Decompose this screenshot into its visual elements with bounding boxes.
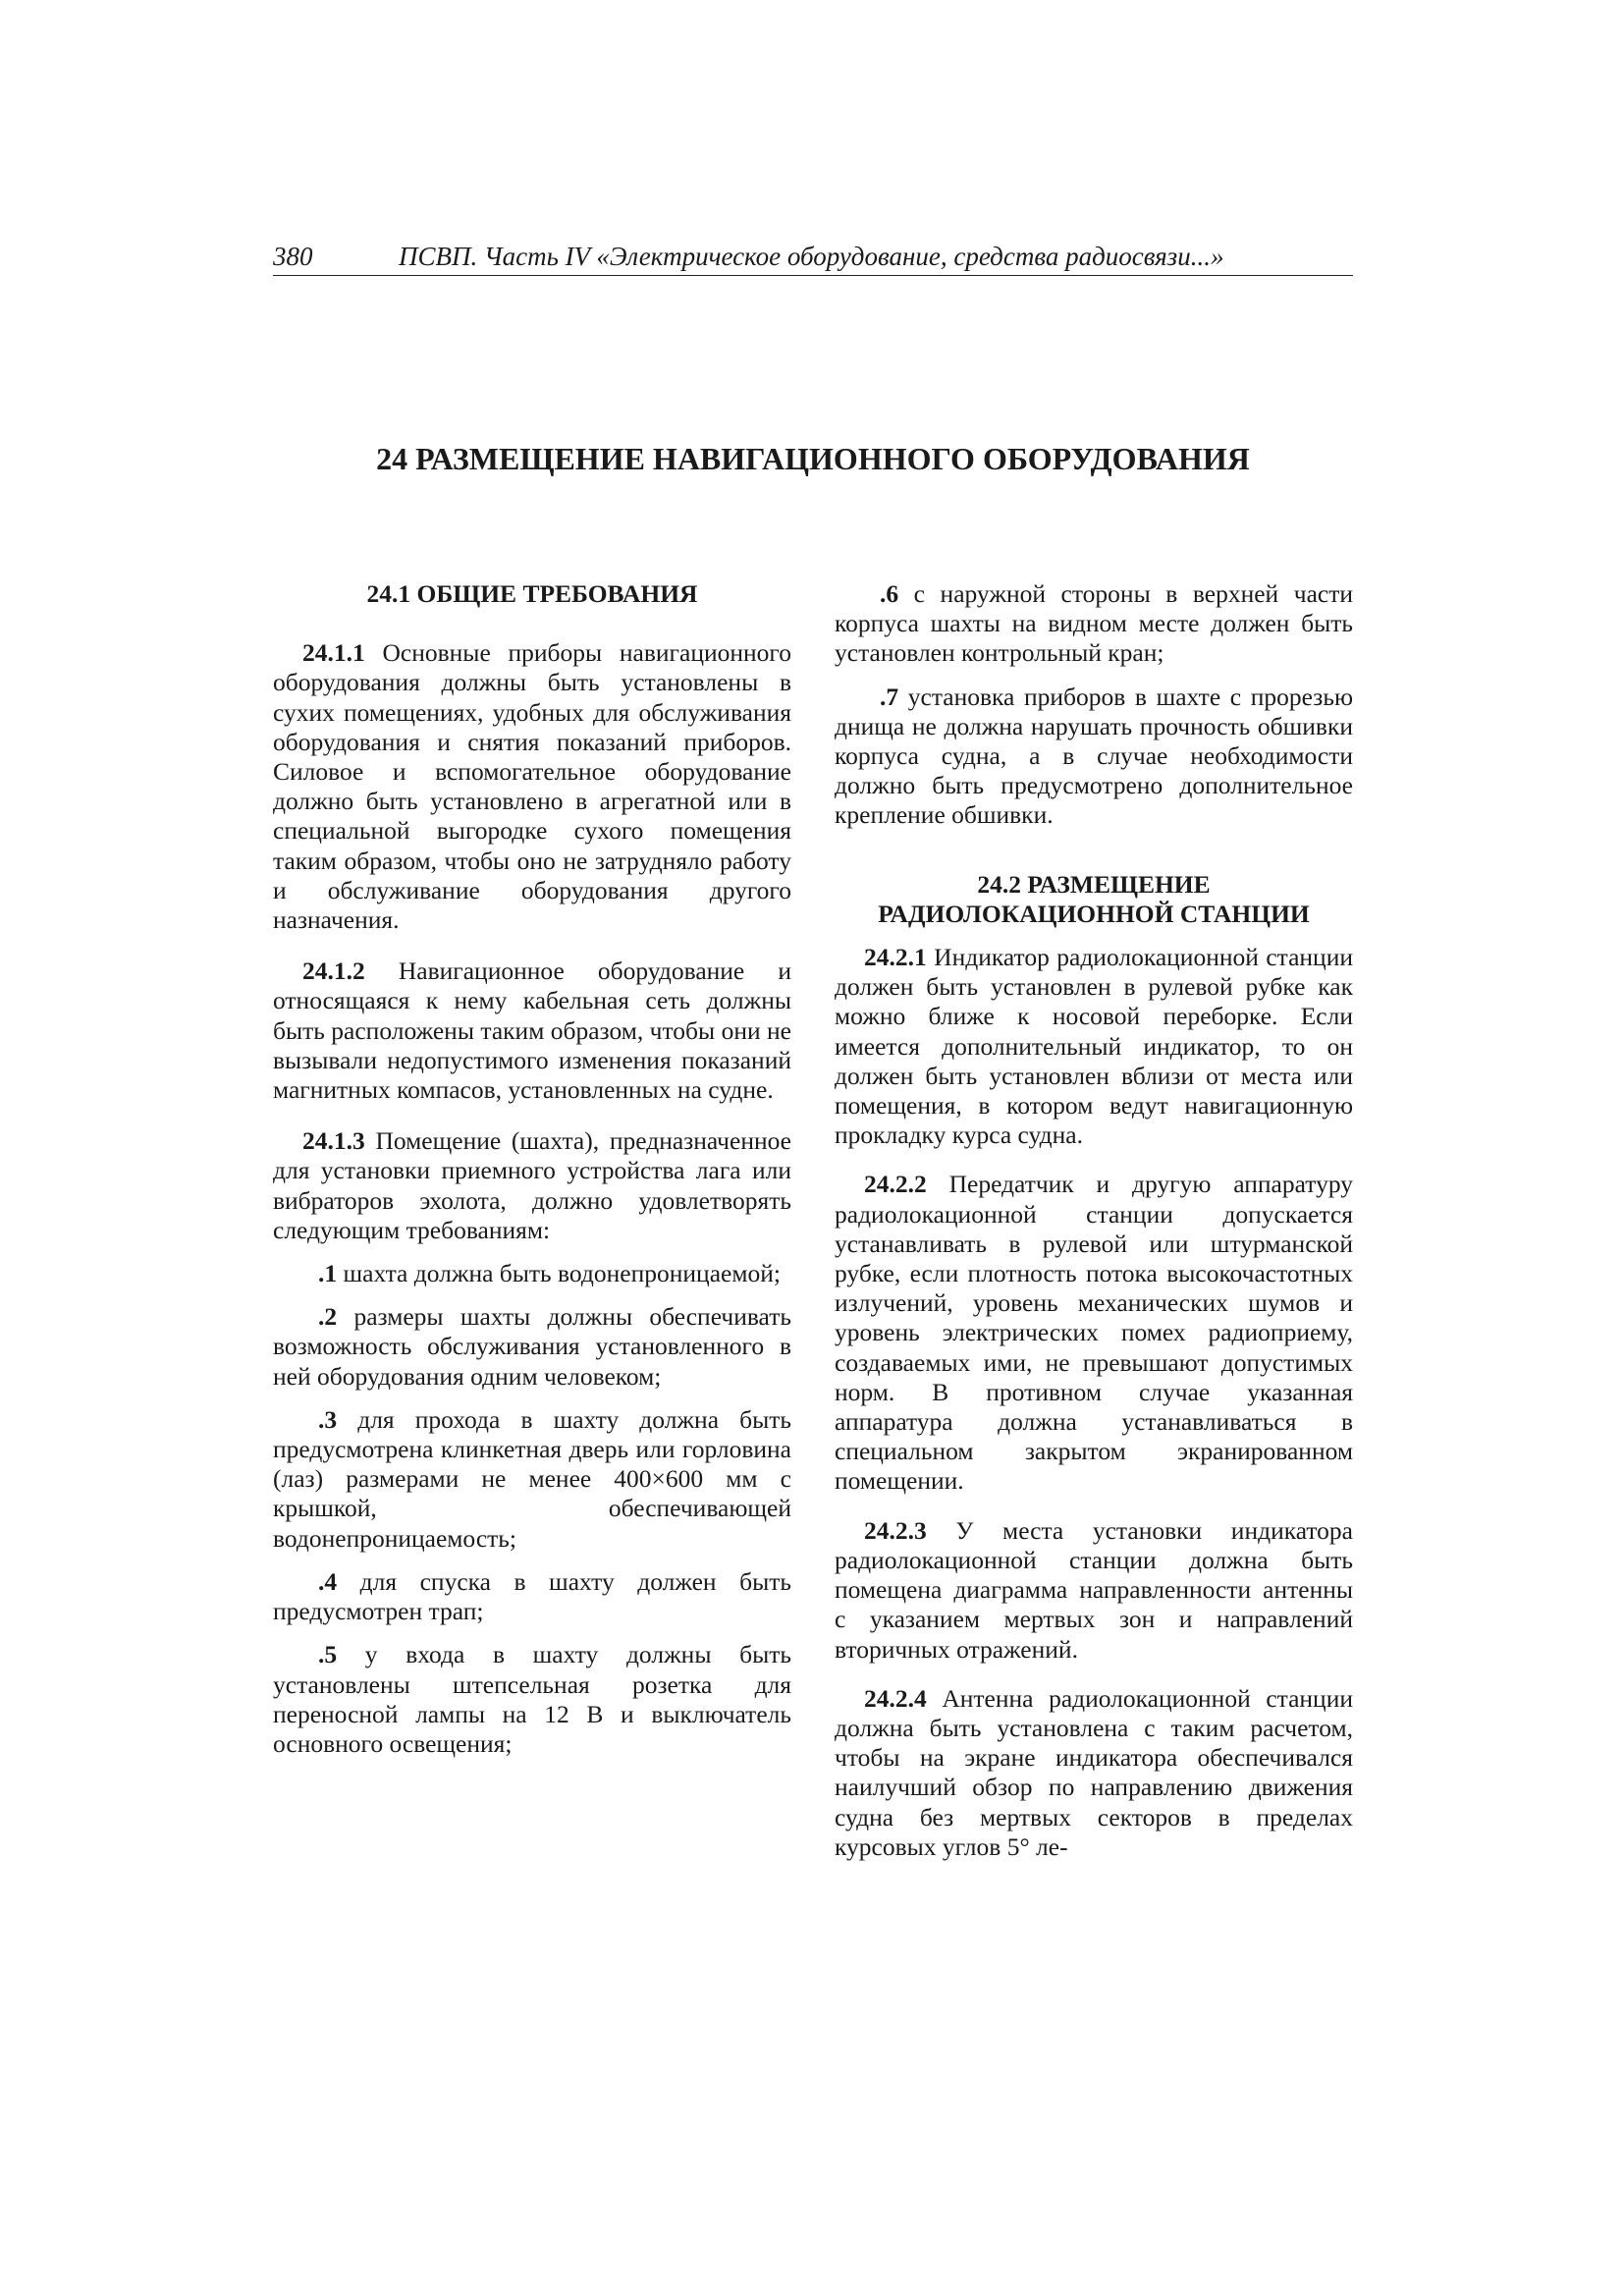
item-text: у входа в шахту должны быть установлены штепсельная розетка для переносной лампы на 12 В и выключатель основного освещения; [273,1640,791,1758]
paragraph-text: У места установки индикатора радиолокационной станции должна быть помещена диаграмма направленности антенны с указанием мертвых зон и направлений вторичных отражений. [835,1515,1353,1664]
item-text: для прохода в шахту должна быть предусмотрена клинкетная дверь или горловина (лаз) размерами не менее 400×600 мм с крышкой, обеспечивающей водонепроницаемость; [273,1404,791,1553]
item-number: .1 [318,1259,338,1288]
paragraph-24-2-4 [835,1684,1353,1862]
left-column [273,579,791,1759]
page-header [273,240,1353,276]
item-text: с наружной стороны в верхней части корпуса шахты на видном месте должен быть установлен контрольный кран; [835,579,1353,668]
clause-number: 24.2.3 [864,1515,927,1545]
paragraph-24-2-1 [835,943,1353,1150]
item-number: .5 [318,1640,338,1669]
right-column [835,579,1353,1862]
item-text: установка приборов в шахте с прорезью днища не должна нарушать прочность обшивки корпуса судна, а в случае необходимости должно быть предусмотрено дополнительное крепление обшивки. [835,682,1353,830]
item-number: .7 [880,682,899,711]
paragraph-text: Навигационное оборудование и относящаяся к нему кабельная сеть должны быть расположены таким образом, чтобы они не вызывали недопустимого изменения показаний магнитных компасов, установленных на судне. [273,957,791,1105]
list-item [273,1259,791,1288]
paragraph-text: Основные приборы навигационного оборудования должны быть установлены в сухих помещениях, удобных для обслуживания оборудования и снятия показаний приборов. Силовое и вспомогательное оборудование должно быть установлено в агрегатной или в специальной выгородке сухого помещения таким образом, чтобы оно не затрудняло работу и обслуживание оборудования другого назначения. [273,638,791,935]
list-item [273,1567,791,1626]
paragraph-24-1-3 [273,1126,791,1245]
item-text: шахта должна быть водонепроницаемой; [337,1259,781,1288]
clause-number: 24.2.1 [864,943,927,972]
item-number: .6 [880,579,899,608]
clause-number: 24.2.4 [864,1683,927,1713]
paragraph-24-2-2 [835,1170,1353,1496]
item-text: размеры шахты должны обеспечивать возможность обслуживания установленного в ней оборудования одним человеком; [273,1302,791,1391]
list-item [273,1640,791,1759]
page-number: 380 [273,242,313,271]
item-number: .3 [318,1404,338,1434]
list-item [273,1405,791,1554]
item-number: .2 [318,1302,338,1332]
item-text: для спуска в шахту должен быть предусмотрен трап; [273,1566,791,1626]
clause-number: 24.1.1 [302,638,365,668]
clause-number: 24.1.3 [302,1126,365,1156]
section-title-24-2 [835,870,1353,929]
item-number: .4 [318,1566,338,1596]
paragraph-text: Индикатор радиолокационной станции должен быть установлен в рулевой рубке как можно ближе к носовой переборке. Если имеется дополнительный индикатор, то он должен быть установлен вблизи от места или помещения, в котором ведут навигационную прокладку курса судна. [835,943,1353,1150]
list-item [273,1302,791,1392]
paragraph-24-1-2 [273,957,791,1105]
paragraph-text: Помещение (шахта), предназначенное для установки приемного устройства лага или вибраторов эхолота, должно удовлетворять следующим требованиям: [273,1126,791,1244]
chapter-title: 24 РАЗМЕЩЕНИЕ НАВИГАЦИОННОГО ОБОРУДОВАНИЯ [376,441,1250,476]
clause-number: 24.1.2 [302,957,365,986]
list-item [835,683,1353,831]
section-title-line: 24.2 РАЗМЕЩЕНИЕ [977,869,1211,899]
list-item [835,579,1353,669]
section-title-line: РАДИОЛОКАЦИОННОЙ СТАНЦИИ [878,899,1310,928]
paragraph-24-1-1 [273,638,791,935]
paragraph-text: Передатчик и другую аппаратуру радиолокационной станции допускается устанавливать в рулевой или штурманской рубке, если плотность потока высокочастотных излучений, уровень механических шумов и уровень электрических помех радиоприему, создаваемых ими, не превышают допустимых норм. В противном случае указанная аппаратура должна устанавливаться в специальном закрытом экранированном помещении. [835,1170,1353,1496]
running-title: ПСВП. Часть IV «Электрическое оборудование, средства радиосвязи...» [399,242,1224,271]
paragraph-text: Антенна радиолокационной станции должна быть установлена с таким расчетом, чтобы на экране индикатора обеспечивался наилучший обзор по направлению движения судна без мертвых секторов в пределах курсовых углов 5° ле- [835,1683,1353,1861]
paragraph-24-2-3 [835,1516,1353,1665]
clause-number: 24.2.2 [864,1170,927,1199]
section-title-24-1: 24.1 ОБЩИЕ ТРЕБОВАНИЯ [366,579,698,608]
